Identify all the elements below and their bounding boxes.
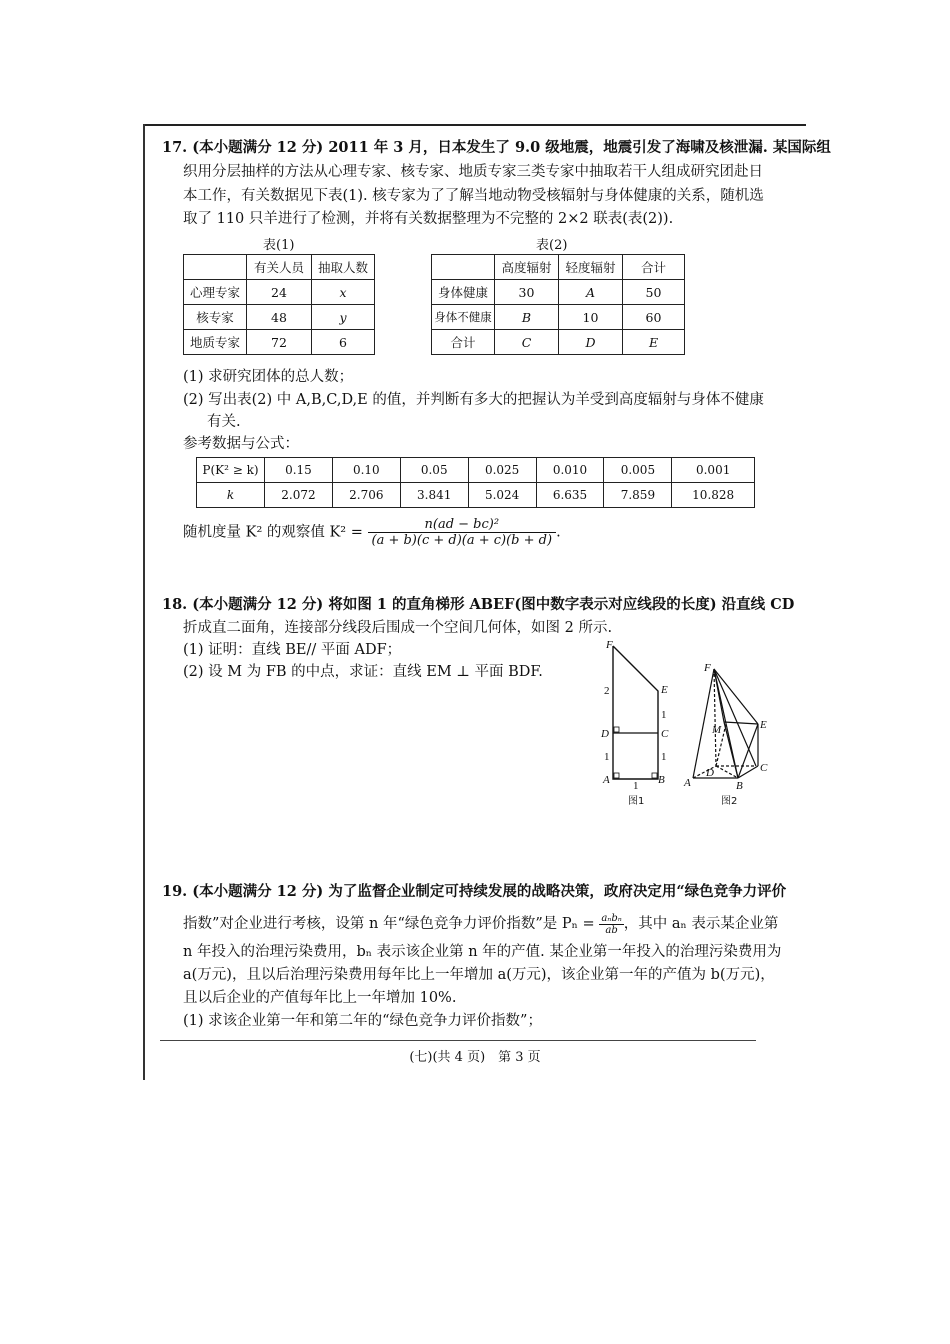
fig2-label: E bbox=[760, 719, 767, 731]
table2-header-blank bbox=[432, 255, 495, 280]
ref-cell: 3.841 bbox=[400, 483, 468, 508]
figure-2 bbox=[683, 662, 768, 807]
table2-header: 合计 bbox=[623, 255, 685, 280]
formula-numerator: n(ad − bc)² bbox=[368, 517, 557, 533]
p-n-denominator: ab bbox=[605, 924, 618, 936]
table1 bbox=[183, 254, 375, 355]
ref-cell: 10.828 bbox=[672, 483, 755, 508]
table2-header: 高度辐射 bbox=[495, 255, 559, 280]
ref-cell: 0.15 bbox=[265, 458, 333, 483]
p-n-fraction bbox=[599, 913, 623, 936]
fig2-label: B bbox=[736, 780, 743, 792]
q18-line-2: 折成直二面角，连接部分线段后围成一个空间几何体，如图 2 所示. bbox=[183, 620, 613, 636]
table2-cell: A bbox=[559, 280, 623, 305]
top-rule bbox=[143, 124, 806, 126]
table1-cell: 核专家 bbox=[184, 305, 247, 330]
table1-cell: 48 bbox=[247, 305, 312, 330]
table1-cell: x bbox=[312, 280, 375, 305]
table1-cell: 地质专家 bbox=[184, 330, 247, 355]
fig1-label: C bbox=[661, 728, 669, 740]
fig1-label: B bbox=[658, 774, 665, 786]
fig1-label: F bbox=[606, 639, 613, 651]
ref-cell: 0.005 bbox=[604, 458, 672, 483]
formula-suffix: . bbox=[556, 524, 561, 541]
table2-cell: E bbox=[623, 330, 685, 355]
table2-cell: B bbox=[495, 305, 559, 330]
fig2-caption: 图2 bbox=[721, 796, 738, 807]
ref-cell: 7.859 bbox=[604, 483, 672, 508]
ref-cell: 2.072 bbox=[265, 483, 333, 508]
q19-line-2-pre: 指数”对企业进行考核，设第 n 年“绿色竞争力评价指数”是 Pₙ = bbox=[183, 916, 595, 932]
table1-cell: 6 bbox=[312, 330, 375, 355]
fig1-length: 1 bbox=[661, 709, 667, 721]
fig1-length: 1 bbox=[661, 751, 667, 763]
table1-header: 抽取人数 bbox=[312, 255, 375, 280]
footer-rule bbox=[160, 1040, 756, 1041]
q17-line-4: 取了 110 只羊进行了检测，并将有关数据整理为不完整的 2×2 联表(表(2)). bbox=[183, 211, 674, 227]
ref-cell: 2.706 bbox=[332, 483, 400, 508]
fig1-caption: 图1 bbox=[628, 796, 645, 807]
fig2-label: A bbox=[684, 777, 691, 789]
table2-cell: 60 bbox=[623, 305, 685, 330]
ref-cell: 0.025 bbox=[468, 458, 536, 483]
table1-cell: y bbox=[312, 305, 375, 330]
ref-cell: 5.024 bbox=[468, 483, 536, 508]
q19-line-2-post: ，其中 aₙ 表示某企业第 bbox=[623, 916, 779, 932]
fig1-label: D bbox=[601, 728, 609, 740]
p-n-numerator: aₙbₙ bbox=[601, 912, 622, 924]
ref-cell: 0.05 bbox=[400, 458, 468, 483]
ref-cell: 0.10 bbox=[332, 458, 400, 483]
table2-cell: 50 bbox=[623, 280, 685, 305]
ref-row-label: P(K² ≥ k) bbox=[197, 458, 265, 483]
k2-formula bbox=[183, 517, 561, 548]
table2-header: 轻度辐射 bbox=[559, 255, 623, 280]
table1-caption: 表(1) bbox=[263, 238, 295, 253]
fig1-label: E bbox=[661, 684, 668, 696]
table2-cell: C bbox=[495, 330, 559, 355]
fig1-length: 1 bbox=[633, 780, 639, 792]
table2-cell: 合计 bbox=[432, 330, 495, 355]
q18-sub-1: (1) 证明：直线 BE// 平面 ADF； bbox=[183, 642, 402, 658]
q17-line-2: 织用分层抽样的方法从心理专家、核专家、地质专家三类专家中抽取若干人组成研究团赴日 bbox=[183, 164, 763, 180]
fig2-label: C bbox=[760, 762, 768, 774]
fig1-label: A bbox=[603, 774, 610, 786]
fig2-label: D bbox=[706, 767, 714, 779]
reference-title: 参考数据与公式： bbox=[183, 436, 299, 452]
q17-sub-2-cont: 有关. bbox=[207, 414, 241, 430]
table2-caption: 表(2) bbox=[536, 238, 568, 253]
table1-cell: 24 bbox=[247, 280, 312, 305]
ref-cell: 0.001 bbox=[672, 458, 755, 483]
q17-sub-1: (1) 求研究团体的总人数； bbox=[183, 369, 354, 385]
table1-header: 有关人员 bbox=[247, 255, 312, 280]
q19-line-4: a(万元)，且以后治理污染费用每年比上一年增加 a(万元)，该企业第一年的产值为 b(万元)， bbox=[183, 967, 775, 983]
left-margin-rule bbox=[143, 124, 145, 1080]
formula-prefix: 随机度量 K² 的观察值 K² = bbox=[183, 524, 363, 541]
table2-cell: 30 bbox=[495, 280, 559, 305]
ref-row-label: k bbox=[197, 483, 265, 508]
table2-cell: 身体健康 bbox=[432, 280, 495, 305]
ref-cell: 6.635 bbox=[536, 483, 604, 508]
table1-header-blank bbox=[184, 255, 247, 280]
formula-fraction bbox=[368, 517, 557, 548]
table2-cell: D bbox=[559, 330, 623, 355]
fig1-length: 1 bbox=[604, 751, 610, 763]
figures-svg bbox=[590, 636, 790, 816]
table2-cell: 身体不健康 bbox=[432, 305, 495, 330]
ref-cell: 0.010 bbox=[536, 458, 604, 483]
page-footer: (七)(共 4 页) 第 3 页 bbox=[409, 1050, 541, 1065]
q18-sub-2: (2) 设 M 为 FB 的中点，求证：直线 EM ⊥ 平面 BDF. bbox=[183, 664, 543, 680]
q18-line-1: 18. (本小题满分 12 分) 将如图 1 的直角梯形 ABEF(图中数字表示对应线段的长度) 沿直线 CD bbox=[162, 596, 795, 613]
formula-denominator: (a + b)(c + d)(a + c)(b + d) bbox=[371, 533, 553, 548]
q17-line-1: 17. (本小题满分 12 分) 2011 年 3 月，日本发生了 9.0 级地震，地震引发了海啸及核泄漏. 某国际组 bbox=[162, 139, 831, 156]
q19-line-3: n 年投入的治理污染费用，bₙ 表示该企业第 n 年的产值. 某企业第一年投入的治理污染费用为 bbox=[183, 944, 782, 960]
fig2-label: F bbox=[704, 662, 711, 674]
q19-sub-1: (1) 求该企业第一年和第二年的“绿色竞争力评价指数”； bbox=[183, 1013, 542, 1029]
q19-line-1: 19. (本小题满分 12 分) 为了监督企业制定可持续发展的战略决策，政府决定用“绿色竞争力评价 bbox=[162, 883, 787, 900]
q19-line-2 bbox=[183, 909, 778, 939]
figure-1 bbox=[600, 639, 669, 807]
table1-cell: 72 bbox=[247, 330, 312, 355]
fig1-length: 2 bbox=[604, 685, 610, 697]
table2-cell: 10 bbox=[559, 305, 623, 330]
q19-line-5: 且以后企业的产值每年比上一年增加 10%. bbox=[183, 990, 457, 1006]
q17-line-3: 本工作，有关数据见下表(1). 核专家为了了解当地动物受核辐射与身体健康的关系，随机选 bbox=[183, 188, 764, 204]
fig2-label: M bbox=[712, 724, 722, 736]
q17-sub-2: (2) 写出表(2) 中 A,B,C,D,E 的值，并判断有多大的把握认为羊受到高度辐射与身体不健康 bbox=[183, 392, 764, 408]
reference-table bbox=[196, 457, 755, 508]
table1-cell: 心理专家 bbox=[184, 280, 247, 305]
table2 bbox=[431, 254, 685, 355]
